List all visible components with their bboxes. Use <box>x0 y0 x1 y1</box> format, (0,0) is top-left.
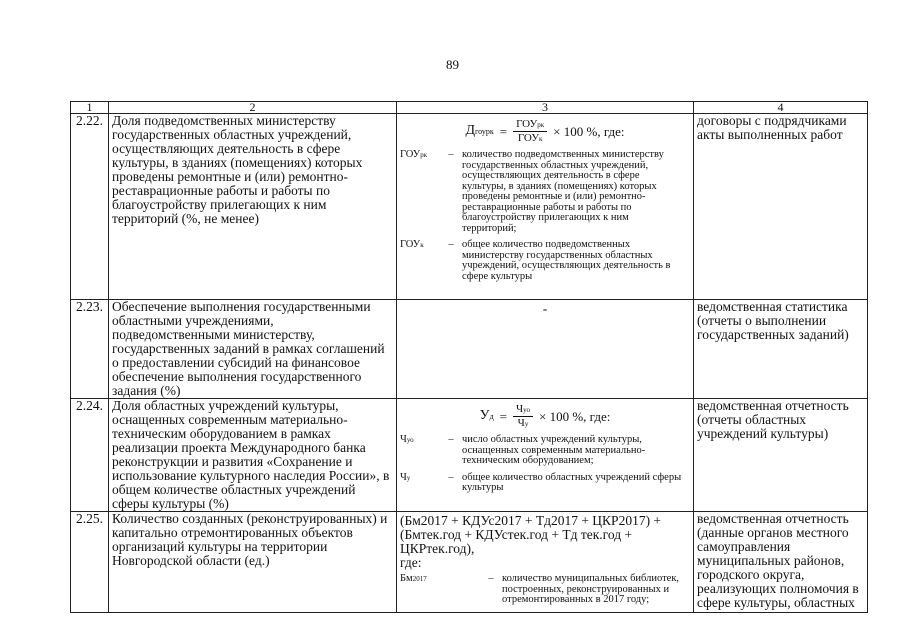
indicator-text: Обеспечение выполнения государственными областными учреждениями, подведомственными министерству, государственных заданий в рамках соглашений о предоставлении субсидий на финансовое обеспечение выполнения государственного задания (%) <box>109 300 397 399</box>
definition <box>400 240 690 282</box>
def-text: количество подведомственных министерству государственных областных учреждений, осуществляющих деятельность в сфере культуры, в зданиях (помещениях) которых проведены ремонтные и (или) ремонтно-реставрационные работы и работы по благоустройству прилегающих к ним территорий; <box>462 149 664 234</box>
def-symbol: ГОУ <box>400 239 421 250</box>
formula-tail: × 100 %, где: <box>553 123 625 139</box>
numerator: Ч <box>516 403 524 415</box>
def-text: число областных учреждений культуры, оснащенных современным материально-техническим оборудованием; <box>462 434 646 466</box>
def-dash: – <box>448 239 454 250</box>
table-row <box>71 114 868 300</box>
row-number: 2.22. <box>71 114 109 300</box>
fraction <box>513 403 533 430</box>
denominator: ГОУ <box>517 132 540 144</box>
formula-eq: = <box>499 408 507 424</box>
header-cell: 1 <box>71 102 109 114</box>
def-symbol: Бм <box>400 573 413 584</box>
row-number: 2.25. <box>71 512 109 613</box>
formula-lhs-sub: гоурк <box>475 127 494 136</box>
formula-cell <box>397 512 694 613</box>
def-text: общее количество областных учреждений сферы культуры <box>462 471 682 493</box>
table-row <box>71 399 868 512</box>
def-symbol-sub: 2017 <box>412 575 427 583</box>
source-text: ведомственная отчетность (данные органов местного самоуправления муниципальных районов, городского округа, реализующих полномочия в сфере культуры, областных <box>694 512 868 613</box>
numerator-sub: рк <box>537 121 545 129</box>
def-dash: – <box>448 149 454 160</box>
formula <box>400 118 690 145</box>
formula-line: где: <box>400 555 422 570</box>
source-text: ведомственная статистика (отчеты о выполнении государственных заданий) <box>694 300 868 399</box>
def-text: количество муниципальных библиотек, построенных, реконструированных и отремонтированных в 2017 году; <box>502 573 680 605</box>
table-header-row <box>71 102 868 114</box>
denominator-sub: у <box>524 420 529 428</box>
formula-cell <box>397 300 694 399</box>
def-symbol: Ч <box>400 471 407 483</box>
indicator-text: Доля подведомственных министерству государственных областных учреждений, осуществляющих деятельность в сфере культуры, в зданиях (помещениях) которых проведены ремонтные и (или) ремонтно-реставрационные работы и работы по благоустройству прилегающих к ним территорий (%, не менее) <box>109 114 397 300</box>
denominator-sub: к <box>539 135 543 143</box>
definition <box>400 473 690 494</box>
formula <box>400 403 690 430</box>
formula-lhs: Д <box>465 123 476 138</box>
source-text: договоры с подрядчиками акты выполненных работ <box>694 114 868 300</box>
header-cell: 3 <box>397 102 694 114</box>
formula-eq: = <box>499 123 508 139</box>
def-dash: – <box>448 471 454 483</box>
numerator-sub: уо <box>523 406 530 414</box>
def-symbol-sub: рк <box>420 151 428 159</box>
header-cell: 4 <box>694 102 868 114</box>
def-text: общее количество подведомственных министерству государственных областных учреждений, осуществляющих деятельность в сфере культуры <box>462 239 671 282</box>
source-text: ведомственная отчетность (отчеты областных учреждений культуры) <box>694 399 868 512</box>
formula-line: (Бмтек.год + КДУстек.год + Тд тек.год + ЦКРтек.год), <box>400 527 633 556</box>
def-dash: – <box>448 434 454 445</box>
def-symbol-sub: уо <box>406 436 414 444</box>
fraction <box>513 118 547 145</box>
header-cell: 2 <box>109 102 397 114</box>
indicator-text: Доля областных учреждений культуры, оснащенных современным материально-техническим оборудованием в рамках реализации проекта Международного банка реконструкции и развития «Сохранение и использование культурного наследия России», в общем количестве областных учреждений сферы культуры (%) <box>109 399 397 512</box>
definition <box>400 574 690 606</box>
def-dash: – <box>488 573 494 584</box>
indicator-text: Количество созданных (реконструированных) и капитально отремонтированных объектов организаций культуры на территории Новгородской области (ед.) <box>109 512 397 613</box>
def-symbol-sub: к <box>420 241 424 249</box>
formula-lhs: У <box>479 408 490 423</box>
def-symbol-sub: у <box>406 473 411 482</box>
denominator: Ч <box>517 417 525 429</box>
table-row <box>71 512 868 613</box>
table-row <box>71 300 868 399</box>
formula-dash: - <box>542 301 548 316</box>
numerator: ГОУ <box>516 118 538 130</box>
formula-line: (Бм2017 + КДУс2017 + Тд2017 + ЦКР2017) + <box>400 513 662 528</box>
indicators-table <box>70 101 868 613</box>
formula-tail: × 100 %, где: <box>538 408 611 424</box>
formula-cell <box>397 114 694 300</box>
def-symbol: ГОУ <box>400 149 421 160</box>
definition <box>400 435 690 467</box>
def-symbol: Ч <box>400 434 407 445</box>
row-number: 2.24. <box>71 399 109 512</box>
formula-lhs-sub: д <box>489 412 494 421</box>
row-number: 2.23. <box>71 300 109 399</box>
page-number: 89 <box>446 57 459 72</box>
formula-cell <box>397 399 694 512</box>
definition <box>400 150 690 234</box>
